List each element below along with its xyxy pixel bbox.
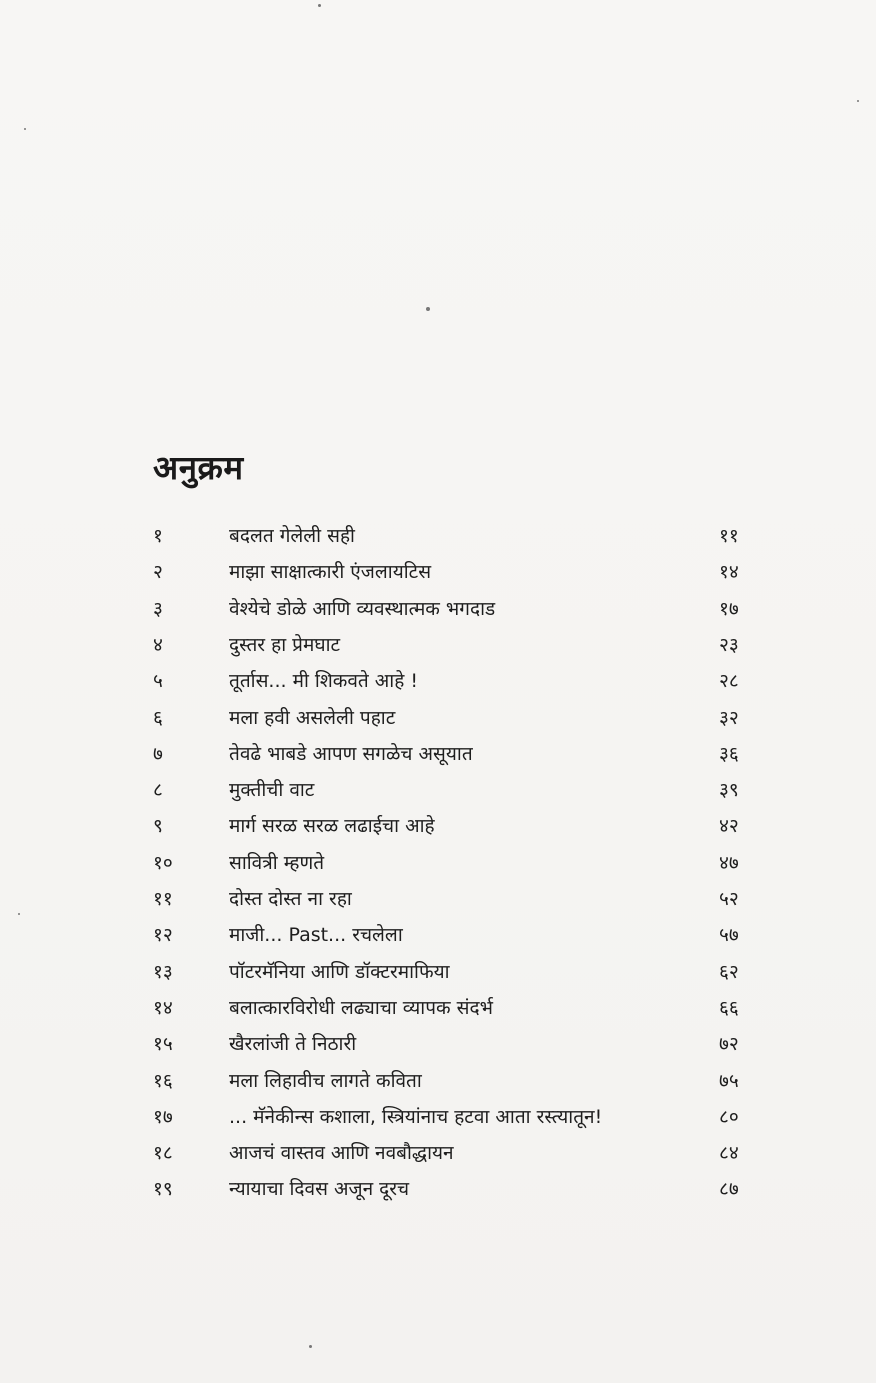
print-speck bbox=[24, 128, 26, 130]
toc-entry-page-number: ६६ bbox=[719, 996, 739, 1019]
toc-entry bbox=[0, 518, 876, 555]
toc-entry bbox=[0, 954, 876, 991]
toc-entry bbox=[0, 736, 876, 773]
toc-entry bbox=[0, 1063, 876, 1100]
toc-entry-title: दोस्त दोस्त ना रहा bbox=[229, 888, 352, 910]
toc-entry bbox=[0, 1099, 876, 1136]
toc-entry-page-number: ३६ bbox=[719, 742, 739, 765]
toc-entry-title: सावित्री म्हणते bbox=[229, 851, 325, 874]
toc-entry-title: मला हवी असलेली पहाट bbox=[229, 706, 396, 729]
toc-entry bbox=[0, 554, 876, 591]
toc-entry-number: १५ bbox=[153, 1033, 173, 1056]
toc-entry-number: ३ bbox=[153, 597, 163, 620]
toc-entry-number: १ bbox=[153, 525, 163, 547]
toc-entry-title: पॉटरमॅनिया आणि डॉक्टरमाफिया bbox=[229, 960, 450, 983]
toc-entry-page-number: ७५ bbox=[719, 1069, 739, 1092]
toc-entry bbox=[0, 1026, 876, 1063]
toc-entry-number: ५ bbox=[153, 670, 163, 693]
toc-entry-title: तेवढे भाबडे आपण सगळेच असूयात bbox=[229, 742, 473, 765]
toc-entry-number: १० bbox=[153, 851, 173, 874]
toc-entry bbox=[0, 990, 876, 1027]
toc-entry-title: बलात्कारविरोधी लढ्याचा व्यापक संदर्भ bbox=[229, 996, 493, 1019]
toc-entry-page-number: ३२ bbox=[719, 706, 739, 729]
toc-entry-page-number: ७२ bbox=[719, 1033, 739, 1056]
toc-entry-title: मुक्तीची वाट bbox=[229, 779, 315, 802]
toc-entry bbox=[0, 845, 876, 882]
toc-entry-number: ८ bbox=[153, 779, 163, 802]
table-of-contents bbox=[0, 518, 876, 1218]
toc-entry-page-number: १७ bbox=[719, 597, 739, 620]
print-speck bbox=[426, 307, 430, 311]
toc-entry-page-number: ८४ bbox=[719, 1142, 739, 1165]
toc-entry bbox=[0, 1171, 876, 1208]
toc-entry-title: माझा साक्षात्कारी एंजलायटिस bbox=[229, 561, 432, 584]
toc-entry-title: बदलत गेलेली सही bbox=[229, 525, 355, 547]
toc-entry-number: १२ bbox=[153, 924, 173, 947]
toc-entry-page-number: ४७ bbox=[719, 851, 739, 874]
toc-entry-number: ९ bbox=[153, 815, 163, 838]
toc-entry bbox=[0, 1135, 876, 1172]
toc-entry-title: खैरलांजी ते निठारी bbox=[229, 1033, 357, 1056]
toc-entry bbox=[0, 881, 876, 918]
toc-entry-page-number: ४२ bbox=[719, 815, 739, 838]
toc-entry-title: मला लिहावीच लागते कविता bbox=[229, 1069, 422, 1092]
toc-entry-number: ११ bbox=[153, 888, 173, 910]
toc-entry-number: १६ bbox=[153, 1069, 173, 1092]
toc-entry bbox=[0, 663, 876, 700]
toc-entry-title: दुस्तर हा प्रेमघाट bbox=[229, 633, 341, 656]
toc-entry-title: तूर्तास... मी शिकवते आहे ! bbox=[229, 670, 418, 693]
toc-entry-title: मार्ग सरळ सरळ लढाईचा आहे bbox=[229, 815, 435, 838]
toc-entry-number: १७ bbox=[153, 1105, 173, 1128]
toc-entry bbox=[0, 808, 876, 845]
toc-entry-title: न्यायाचा दिवस अजून दूरच bbox=[229, 1178, 410, 1201]
toc-entry bbox=[0, 591, 876, 628]
toc-entry-page-number: १४ bbox=[719, 561, 739, 584]
toc-entry-page-number: ३९ bbox=[719, 779, 739, 802]
toc-entry bbox=[0, 772, 876, 809]
toc-entry-title: वेश्येचे डोळे आणि व्यवस्थात्मक भगदाड bbox=[229, 597, 496, 620]
toc-entry-number: २ bbox=[153, 561, 163, 584]
toc-entry-number: १४ bbox=[153, 996, 173, 1019]
toc-entry-page-number: ११ bbox=[719, 525, 739, 547]
print-speck bbox=[309, 1345, 312, 1348]
contents-heading: अनुक्रम bbox=[153, 448, 244, 487]
toc-entry bbox=[0, 627, 876, 664]
toc-entry-title: आजचं वास्तव आणि नवबौद्धायन bbox=[229, 1142, 454, 1165]
toc-entry-number: १३ bbox=[153, 960, 173, 983]
toc-entry-title: माजी... Past... रचलेला bbox=[229, 924, 403, 947]
toc-entry-page-number: २३ bbox=[719, 633, 739, 656]
toc-entry-page-number: २८ bbox=[719, 670, 739, 693]
toc-entry-number: ४ bbox=[153, 633, 163, 656]
toc-entry-page-number: ५२ bbox=[719, 888, 739, 910]
print-speck bbox=[318, 4, 321, 7]
toc-entry-page-number: ६२ bbox=[719, 960, 739, 983]
toc-entry-number: १९ bbox=[153, 1178, 173, 1201]
toc-entry bbox=[0, 700, 876, 737]
toc-entry bbox=[0, 917, 876, 954]
toc-entry-page-number: ८७ bbox=[719, 1178, 739, 1201]
toc-entry-number: १८ bbox=[153, 1142, 173, 1165]
toc-entry-number: ७ bbox=[153, 742, 163, 765]
toc-entry-page-number: ८० bbox=[719, 1105, 739, 1128]
print-speck bbox=[857, 100, 859, 102]
toc-entry-page-number: ५७ bbox=[719, 924, 739, 947]
toc-entry-number: ६ bbox=[153, 706, 163, 729]
toc-entry-title: ... मॅनेकीन्स कशाला, स्त्रियांनाच हटवा आता रस्त्यातून! bbox=[229, 1105, 603, 1128]
